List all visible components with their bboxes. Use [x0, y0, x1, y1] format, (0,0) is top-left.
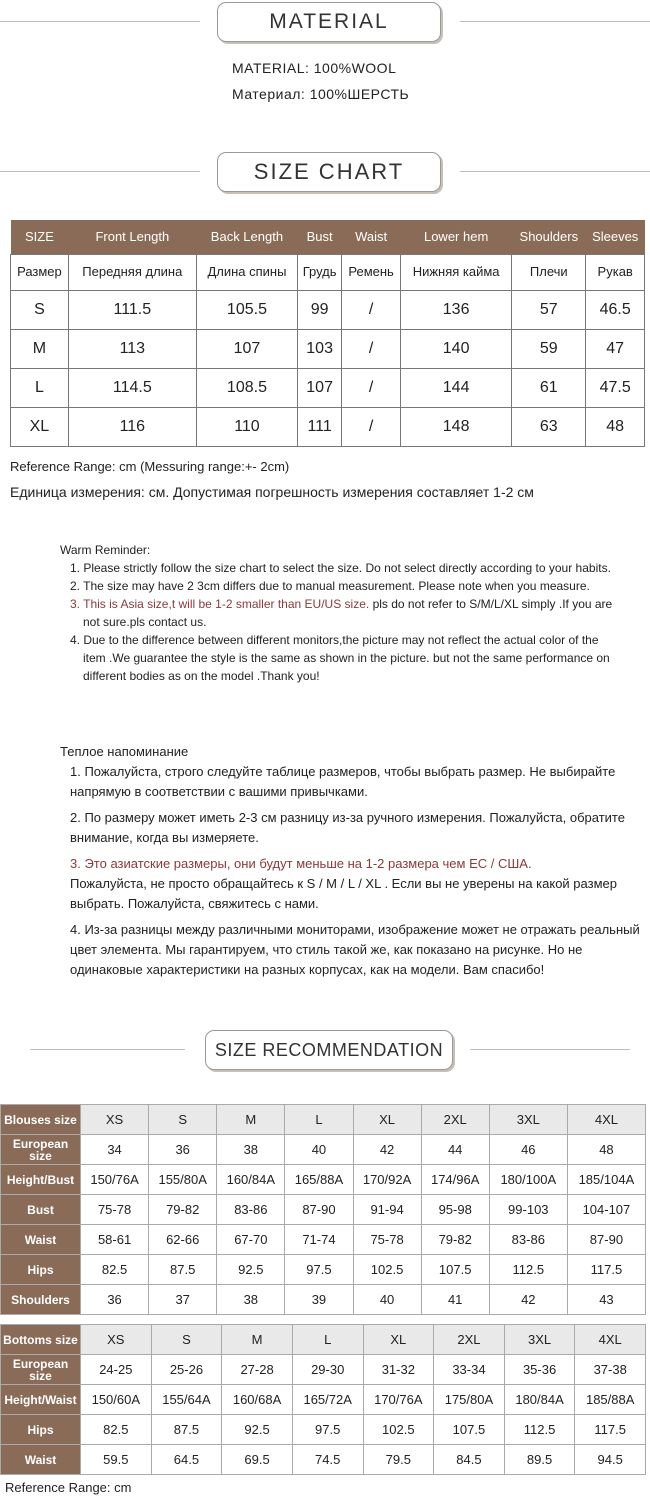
table-cell: 4XL — [567, 1105, 645, 1135]
table-cell: 136 — [401, 290, 512, 329]
row-header: Blouses size — [1, 1105, 81, 1135]
table-cell: 38 — [217, 1285, 285, 1315]
blouses-size-table — [0, 1104, 646, 1315]
divider-line — [30, 1049, 185, 1050]
table-cell: XS — [81, 1325, 152, 1355]
table-cell: 3XL — [504, 1325, 575, 1355]
reminder-item: 1. Please strictly follow the size chart to select the size. Do not select directly according to your habits. — [70, 561, 611, 575]
table-cell: 82.5 — [81, 1415, 152, 1445]
table-cell: 57 — [512, 290, 586, 329]
table-cell: 89.5 — [504, 1445, 575, 1475]
table-row — [1, 1255, 646, 1285]
table-cell: 92.5 — [222, 1415, 293, 1445]
divider-line — [0, 171, 200, 172]
size-chart-reference-ru: Единица измерения: см. Допустимая погрешность измерения составляет 1-2 см — [10, 484, 534, 500]
table-cell: 111 — [298, 407, 342, 446]
table-cell: 34 — [81, 1135, 149, 1165]
table-cell: 105.5 — [196, 290, 297, 329]
table-cell: 37 — [149, 1285, 217, 1315]
table-cell: 74.5 — [292, 1445, 363, 1475]
row-header: European size — [1, 1135, 81, 1165]
table-cell: M — [222, 1325, 293, 1355]
table-cell: 91-94 — [353, 1195, 421, 1225]
row-header: Height/Waist — [1, 1385, 81, 1415]
table-cell: 40 — [353, 1285, 421, 1315]
reminder-text: pls do not refer to S/M/L/XL simply .If you are not sure.pls contact us. — [83, 597, 613, 629]
table-row — [1, 1195, 646, 1225]
divider-line — [460, 171, 650, 172]
table-cell: 75-78 — [81, 1195, 149, 1225]
table-cell: 64.5 — [151, 1445, 222, 1475]
table-cell: 36 — [149, 1135, 217, 1165]
table-cell: 59.5 — [81, 1445, 152, 1475]
reminder-ru-item: Пожалуйста, не просто обращайтесь к S / M / L / XL . Если вы не уверены на какой размер выбрать. Пожалуйста, свяжитесь с нами. — [70, 876, 617, 911]
table-cell: 117.5 — [575, 1415, 646, 1445]
table-cell: 108.5 — [196, 368, 297, 407]
row-header: Bottoms size — [1, 1325, 81, 1355]
table-row — [11, 329, 645, 368]
reminder-ru-warning-text: 3. Это азиатские размеры, они будут меньше на 1-2 размера чем ЕС / США. — [70, 856, 532, 871]
table-cell: 63 — [512, 407, 586, 446]
header-ru-cell: Передняя длина — [68, 254, 196, 290]
table-row — [1, 1165, 646, 1195]
table-cell: 114.5 — [68, 368, 196, 407]
table-cell: 155/64A — [151, 1385, 222, 1415]
size-chart-table — [10, 220, 645, 447]
table-cell: 160/68A — [222, 1385, 293, 1415]
row-header: Height/Bust — [1, 1165, 81, 1195]
table-row — [11, 290, 645, 329]
bottoms-size-table — [0, 1324, 646, 1475]
table-cell: 113 — [68, 329, 196, 368]
material-ru-line — [232, 86, 409, 102]
table-cell: 180/100A — [489, 1165, 567, 1195]
table-cell: 87-90 — [567, 1225, 645, 1255]
reminder-item: 4. Due to the difference between different monitors,the picture may not reflect the actual color of the item .We guarantee the style is the same as shown in the picture. but not the same performance on different bodies as on the model .Thank you! — [70, 633, 610, 683]
table-cell: 107.5 — [421, 1255, 489, 1285]
table-row — [1, 1225, 646, 1255]
header-ru-cell: Нижняя кайма — [401, 254, 512, 290]
size-recommendation-banner — [0, 1030, 650, 1070]
bottoms-header-row — [1, 1325, 646, 1355]
material-title: MATERIAL — [217, 2, 441, 42]
row-header: Hips — [1, 1415, 81, 1445]
table-cell: 46.5 — [586, 290, 645, 329]
table-cell: 99-103 — [489, 1195, 567, 1225]
size-recommendation-title: SIZE RECOMMENDATION — [205, 1030, 453, 1070]
table-cell: 35-36 — [504, 1355, 575, 1385]
table-cell: XS — [81, 1105, 149, 1135]
reminder-ru-item: 4. Из-за разницы между различными мониторами, изображение может не отражать реальный цвет элемента. Мы гарантируем, что стиль такой же, как показано на рисунке. Но не одинаковые характеристики на разных корпусах, как на модели. Вам спасибо! — [70, 922, 640, 977]
table-cell: 112.5 — [489, 1255, 567, 1285]
size-chart-header-ru-row — [11, 254, 645, 290]
table-cell: 79.5 — [363, 1445, 434, 1475]
table-cell: XL — [353, 1105, 421, 1135]
table-cell: 170/92A — [353, 1165, 421, 1195]
header-ru-cell: Рукав — [586, 254, 645, 290]
table-cell: 165/72A — [292, 1385, 363, 1415]
table-cell: 27-28 — [222, 1355, 293, 1385]
table-cell: 33-34 — [434, 1355, 505, 1385]
reminder-item — [70, 595, 620, 631]
table-cell: 94.5 — [575, 1445, 646, 1475]
table-cell: 75-78 — [353, 1225, 421, 1255]
header-ru-cell: Грудь — [298, 254, 342, 290]
table-cell: 48 — [567, 1135, 645, 1165]
table-cell: 31-32 — [363, 1355, 434, 1385]
table-cell: 117.5 — [567, 1255, 645, 1285]
header-cell: Shoulders — [512, 220, 586, 254]
table-cell: 87-90 — [285, 1195, 353, 1225]
table-cell: 84.5 — [434, 1445, 505, 1475]
row-header: Hips — [1, 1255, 81, 1285]
table-cell: 140 — [401, 329, 512, 368]
table-cell: 67-70 — [217, 1225, 285, 1255]
warm-reminder-ru-title: Теплое напоминание — [60, 744, 189, 759]
table-cell: 170/76A — [363, 1385, 434, 1415]
table-cell: 2XL — [434, 1325, 505, 1355]
header-cell: Sleeves — [586, 220, 645, 254]
table-cell: 174/96A — [421, 1165, 489, 1195]
table-cell: 42 — [353, 1135, 421, 1165]
header-cell: Lower hem — [401, 220, 512, 254]
table-cell: 102.5 — [363, 1415, 434, 1445]
table-cell: 107.5 — [434, 1415, 505, 1445]
reminder-ru-item: 1. Пожалуйста, строго следуйте таблице размеров, чтобы выбрать размер. Не выбирайте напрямую в соответствии с вашими привычками. — [70, 764, 616, 799]
table-cell: 29-30 — [292, 1355, 363, 1385]
table-cell: 36 — [81, 1285, 149, 1315]
table-cell: 110 — [196, 407, 297, 446]
table-cell: XL — [11, 407, 69, 446]
table-cell: S — [11, 290, 69, 329]
warm-reminder-ru — [60, 742, 640, 986]
reminder-ru-item: 2. По размеру может иметь 2-3 см разницу из-за ручного измерения. Пожалуйста, обратите внимание, когда вы измеряете. — [70, 810, 625, 845]
table-cell: 69.5 — [222, 1445, 293, 1475]
table-cell: 92.5 — [217, 1255, 285, 1285]
table-cell: 111.5 — [68, 290, 196, 329]
table-cell: 83-86 — [489, 1225, 567, 1255]
table-cell: 3XL — [489, 1105, 567, 1135]
header-ru-cell: Размер — [11, 254, 69, 290]
table-cell: 112.5 — [504, 1415, 575, 1445]
table-cell: L — [285, 1105, 353, 1135]
size-chart-banner — [0, 152, 650, 192]
row-header: Waist — [1, 1445, 81, 1475]
blouses-header-row — [1, 1105, 646, 1135]
table-cell: 48 — [586, 407, 645, 446]
table-cell: 38 — [217, 1135, 285, 1165]
table-cell: 104-107 — [567, 1195, 645, 1225]
row-header: Waist — [1, 1225, 81, 1255]
table-cell: 44 — [421, 1135, 489, 1165]
table-cell: 46 — [489, 1135, 567, 1165]
table-cell: 107 — [298, 368, 342, 407]
table-cell: 95-98 — [421, 1195, 489, 1225]
table-cell: 79-82 — [149, 1195, 217, 1225]
reminder-item: 2. The size may have 2 3cm differs due to manual measurement. Please note when you measure. — [70, 579, 590, 593]
table-cell: M — [217, 1105, 285, 1135]
header-cell: SIZE — [11, 220, 69, 254]
recommendation-reference: Reference Range: cm — [5, 1480, 132, 1495]
row-header: Shoulders — [1, 1285, 81, 1315]
material-ru-value: 100%ШЕРСТЬ — [309, 86, 410, 102]
table-cell: 59 — [512, 329, 586, 368]
header-ru-cell: Длина спины — [196, 254, 297, 290]
table-cell: 24-25 — [81, 1355, 152, 1385]
table-cell: 2XL — [421, 1105, 489, 1135]
table-cell: 37-38 — [575, 1355, 646, 1385]
table-cell: 185/88A — [575, 1385, 646, 1415]
table-cell: 25-26 — [151, 1355, 222, 1385]
table-cell: / — [342, 329, 401, 368]
table-row — [1, 1135, 646, 1165]
table-row — [11, 407, 645, 446]
table-cell: S — [151, 1325, 222, 1355]
table-cell: 103 — [298, 329, 342, 368]
header-cell: Bust — [298, 220, 342, 254]
table-cell: 58-61 — [81, 1225, 149, 1255]
material-ru-label: Материал: — [232, 86, 306, 102]
table-cell: 87.5 — [151, 1415, 222, 1445]
material-banner — [0, 2, 650, 42]
table-cell: 150/60A — [81, 1385, 152, 1415]
table-row — [1, 1285, 646, 1315]
table-cell: 39 — [285, 1285, 353, 1315]
size-chart-title: SIZE CHART — [217, 152, 441, 192]
table-cell: L — [292, 1325, 363, 1355]
table-cell: 97.5 — [285, 1255, 353, 1285]
header-cell: Back Length — [196, 220, 297, 254]
table-cell: 175/80A — [434, 1385, 505, 1415]
table-cell: 79-82 — [421, 1225, 489, 1255]
header-ru-cell: Плечи — [512, 254, 586, 290]
table-cell: 180/84A — [504, 1385, 575, 1415]
table-cell: 144 — [401, 368, 512, 407]
material-en-line — [232, 60, 396, 76]
table-cell: 61 — [512, 368, 586, 407]
table-cell: 102.5 — [353, 1255, 421, 1285]
table-cell: 41 — [421, 1285, 489, 1315]
table-cell: 71-74 — [285, 1225, 353, 1255]
divider-line — [470, 1049, 630, 1050]
table-cell: 160/84A — [217, 1165, 285, 1195]
table-cell: S — [149, 1105, 217, 1135]
table-cell: 107 — [196, 329, 297, 368]
table-cell: M — [11, 329, 69, 368]
table-cell: 87.5 — [149, 1255, 217, 1285]
table-cell: 40 — [285, 1135, 353, 1165]
header-cell: Front Length — [68, 220, 196, 254]
table-cell: 47.5 — [586, 368, 645, 407]
table-cell: XL — [363, 1325, 434, 1355]
header-cell: Waist — [342, 220, 401, 254]
table-row — [1, 1445, 646, 1475]
reminder-ru-warning — [70, 854, 640, 874]
divider-line — [0, 21, 200, 22]
warm-reminder-title: Warm Reminder: — [60, 543, 151, 557]
row-header: European size — [1, 1355, 81, 1385]
row-header: Bust — [1, 1195, 81, 1225]
table-cell: / — [342, 407, 401, 446]
table-row — [1, 1385, 646, 1415]
size-chart-reference: Reference Range: cm (Messuring range:+- 2cm) — [10, 459, 290, 474]
table-cell: 97.5 — [292, 1415, 363, 1445]
material-en-value: 100%WOOL — [313, 60, 397, 76]
header-ru-cell: Ремень — [342, 254, 401, 290]
warm-reminder-en — [60, 541, 620, 685]
table-cell: L — [11, 368, 69, 407]
table-cell: 185/104A — [567, 1165, 645, 1195]
table-cell: / — [342, 290, 401, 329]
table-cell: 83-86 — [217, 1195, 285, 1225]
table-cell: 43 — [567, 1285, 645, 1315]
table-cell: 155/80A — [149, 1165, 217, 1195]
table-cell: / — [342, 368, 401, 407]
table-row — [1, 1415, 646, 1445]
table-row — [11, 368, 645, 407]
table-cell: 42 — [489, 1285, 567, 1315]
table-cell: 4XL — [575, 1325, 646, 1355]
size-chart-header-row — [11, 220, 645, 254]
table-cell: 116 — [68, 407, 196, 446]
table-cell: 165/88A — [285, 1165, 353, 1195]
table-cell: 150/76A — [81, 1165, 149, 1195]
table-cell: 99 — [298, 290, 342, 329]
divider-line — [460, 21, 650, 22]
table-cell: 47 — [586, 329, 645, 368]
table-row — [1, 1355, 646, 1385]
material-en-label: MATERIAL: — [232, 60, 310, 76]
reminder-warning: 3. This is Asia size,t will be 1-2 smaller than EU/US size. — [70, 597, 370, 611]
table-cell: 82.5 — [81, 1255, 149, 1285]
table-cell: 62-66 — [149, 1225, 217, 1255]
table-cell: 148 — [401, 407, 512, 446]
